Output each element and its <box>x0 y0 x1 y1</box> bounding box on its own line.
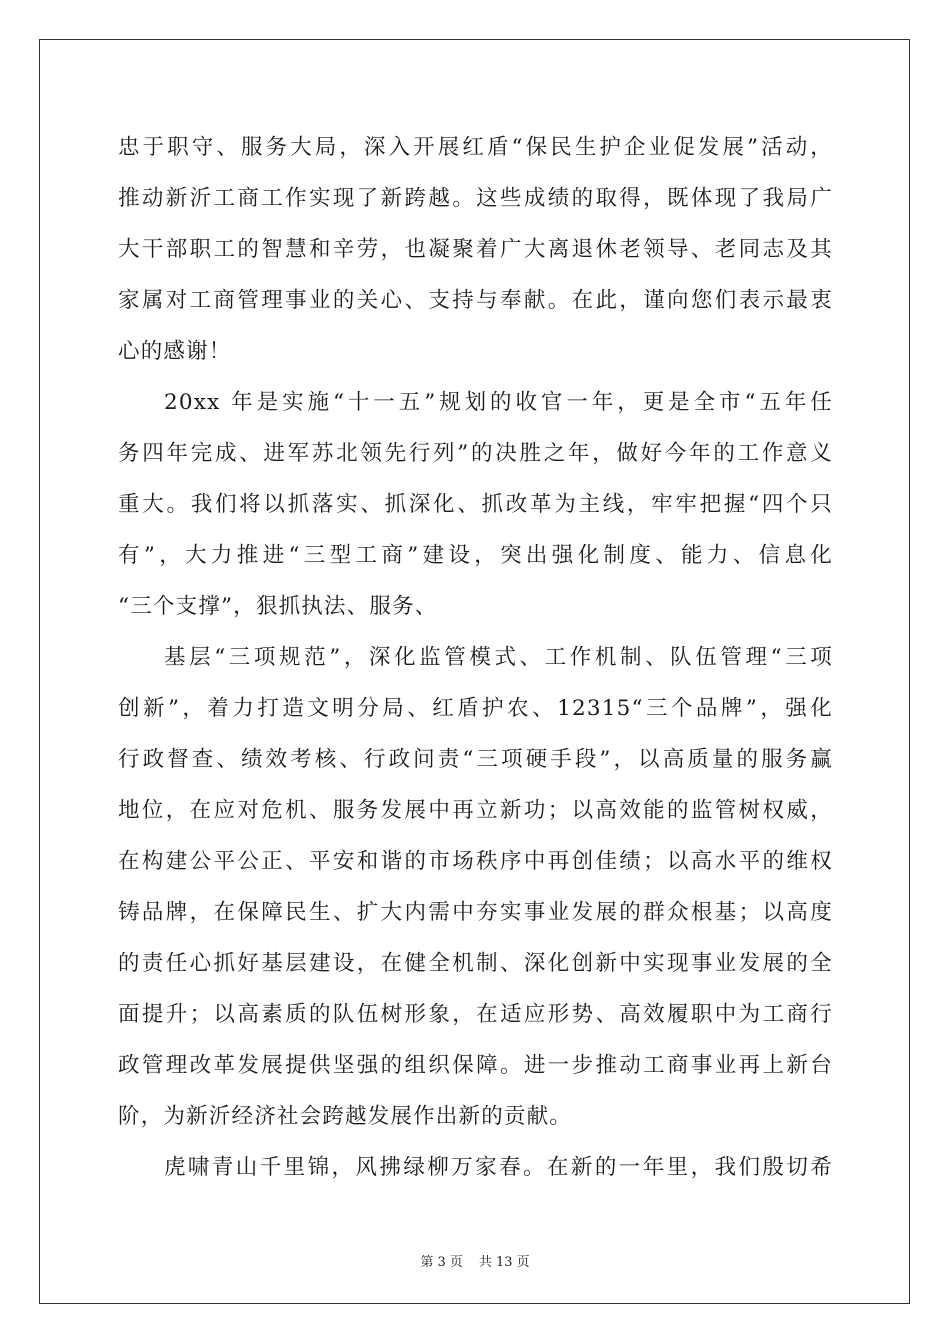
text-line: 创新”，着力打造文明分局、红盾护农、12315“三个品牌”，强化 <box>118 696 833 721</box>
text-line: 在构建公平公正、平安和谐的市场秩序中再创佳绩；以高水平的维权 <box>118 849 833 874</box>
text-line: 重大。我们将以抓落实、抓深化、抓改革为主线，牢牢把握“四个只 <box>118 492 833 517</box>
text-line: 推动新沂工商工作实现了新跨越。这些成绩的取得，既体现了我局广 <box>118 186 833 211</box>
page-number: 第 3 页 <box>420 1255 463 1270</box>
text-line: 的责任心抓好基层建设，在健全机制、深化创新中实现事业发展的全 <box>118 951 833 976</box>
text-line: 面提升；以高素质的队伍树形象，在适应形势、高效履职中为工商行 <box>118 1002 833 1027</box>
page-total: 共 13 页 <box>478 1255 530 1270</box>
text-line: 政管理改革发展提供坚强的组织保障。进一步推动工商事业再上新台 <box>118 1053 833 1078</box>
text-line: 行政督查、绩效考核、行政问责“三项硬手段”，以高质量的服务赢 <box>118 747 833 772</box>
text-line: 大干部职工的智慧和辛劳，也凝聚着广大离退休老领导、老同志及其 <box>118 237 833 262</box>
text-line: 心的感谢！ <box>118 339 232 364</box>
text-line: 地位，在应对危机、服务发展中再立新功；以高效能的监管树权威， <box>118 798 833 823</box>
paragraph-start-line: 基层“三项规范”，深化监管模式、工作机制、队伍管理“三项 <box>164 645 833 670</box>
paragraph-start-line: 虎啸青山千里锦，风拂绿柳万家春。在新的一年里，我们殷切希 <box>164 1155 833 1180</box>
text-line: 家属对工商管理事业的关心、支持与奉献。在此，谨向您们表示最衷 <box>118 288 833 313</box>
text-line: “三个支撑”，狠抓执法、服务、 <box>118 594 438 619</box>
text-line: 务四年完成、进军苏北领先行列”的决胜之年，做好今年的工作意义 <box>118 441 833 466</box>
paragraph-start-line: 20xx 年是实施“十一五”规划的收官一年，更是全市“五年任 <box>164 390 833 415</box>
text-line: 忠于职守、服务大局，深入开展红盾“保民生护企业促发展”活动， <box>118 135 833 160</box>
document-body <box>118 122 833 1193</box>
text-line: 有”，大力推进“三型工商”建设，突出强化制度、能力、信息化 <box>118 543 833 568</box>
page-footer <box>0 1251 950 1270</box>
text-line: 阶，为新沂经济社会跨越发展作出新的贡献。 <box>118 1104 573 1129</box>
text-line: 铸品牌，在保障民生、扩大内需中夯实事业发展的群众根基；以高度 <box>118 900 833 925</box>
